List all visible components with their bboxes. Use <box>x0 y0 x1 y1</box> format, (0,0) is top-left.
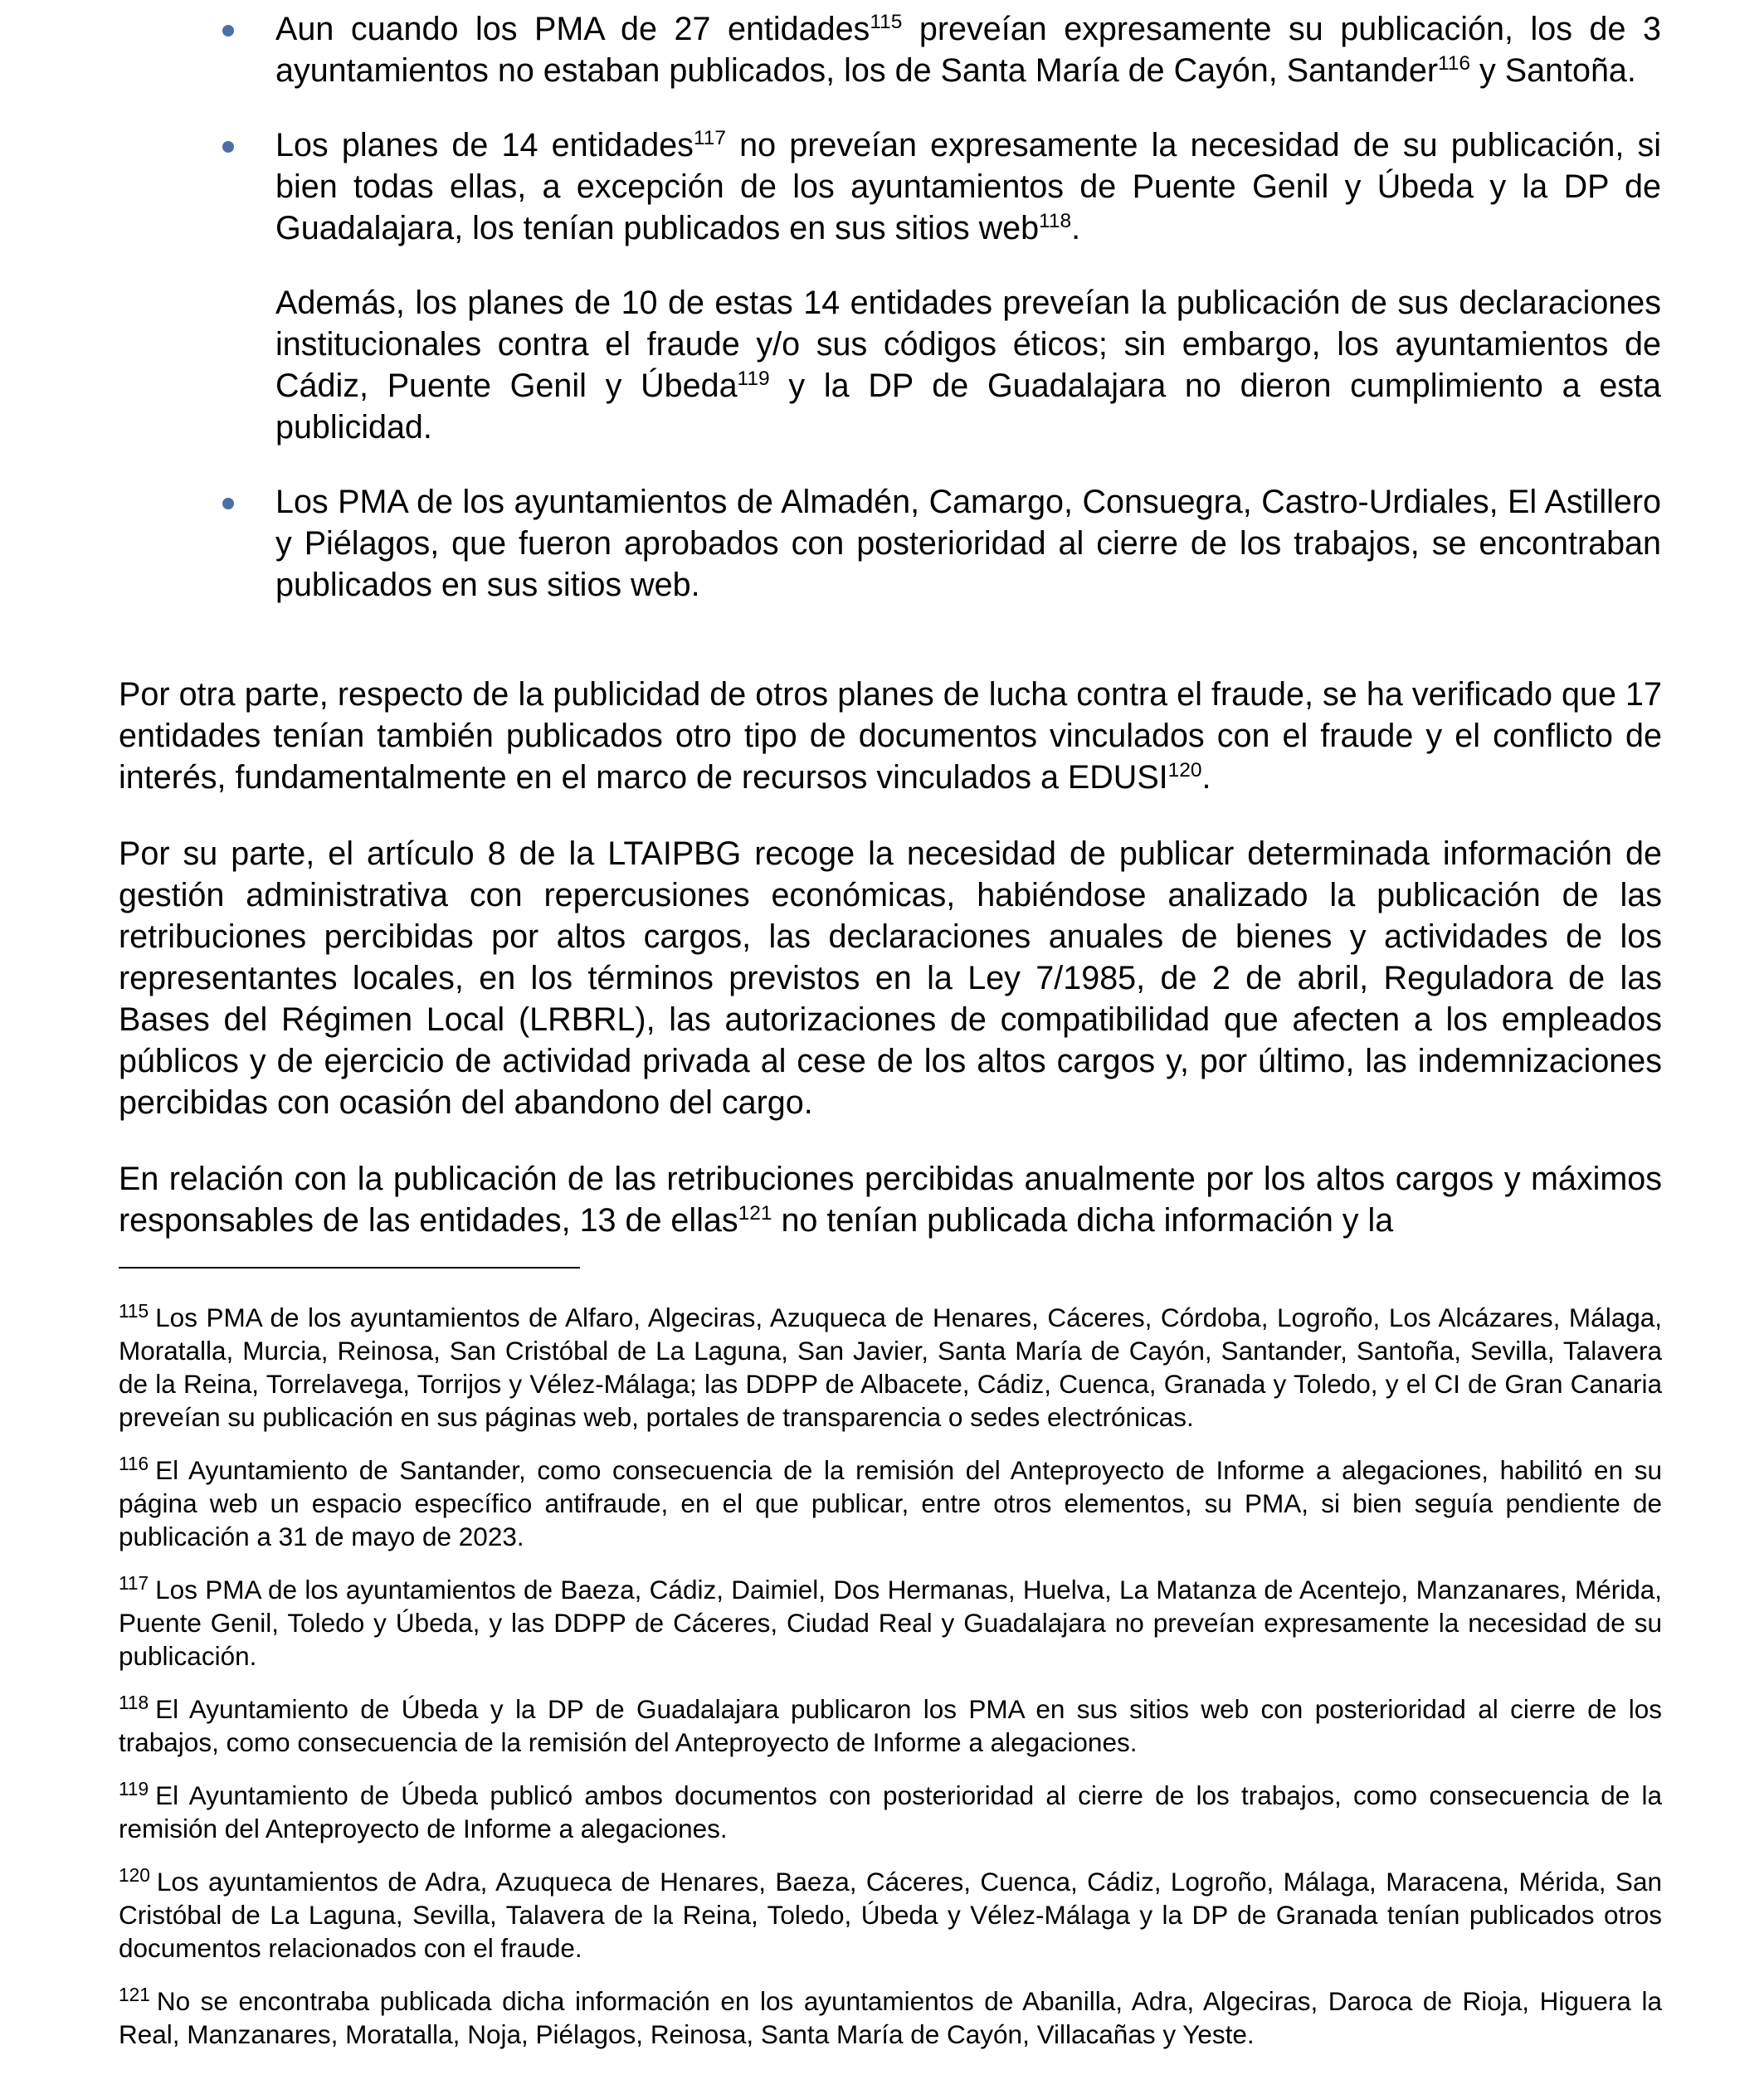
bullet-marker <box>222 141 234 153</box>
footnote-separator <box>119 1267 580 1269</box>
footnote-text: El Ayuntamiento de Santander, como consecuencia de la remisión del Anteproyecto de Informe a alegaciones, habilitó en su página web un espacio específico antifraude, en el que publicar, entre otros elementos, su PMA, si bien seguía pendiente de publicación a 31 de mayo de 2023. <box>119 1455 1662 1551</box>
footnote-text: Los ayuntamientos de Adra, Azuqueca de Henares, Baeza, Cáceres, Cuenca, Cádiz, Logroño, Málaga, Maracena, Mérida, San Cristóbal de La Laguna, Sevilla, Talavera de la Reina, Toledo, Úbeda y Vélez-Málaga y la DP de Granada tenían publicados otros documentos relacionados con el fraude. <box>119 1867 1662 1963</box>
body-paragraphs <box>119 674 1662 1276</box>
footnote-ref-119[interactable]: 119 <box>737 367 770 390</box>
footnote-number: 118 <box>119 1691 149 1713</box>
footnote-text: El Ayuntamiento de Úbeda y la DP de Guadalajara publicaron los PMA en sus sitios web con posterioridad al cierre de los trabajos, como consecuencia de la remisión del Anteproyecto de Informe a alegaciones. <box>119 1694 1662 1757</box>
footnote-number: 119 <box>119 1777 149 1799</box>
footnote-number: 117 <box>119 1571 149 1594</box>
footnote-text: No se encontraba publicada dicha información en los ayuntamientos de Abanilla, Adra, Algeciras, Daroca de Rioja, Higuera la Real, Manzanares, Moratalla, Noja, Piélagos, Reinosa, Santa María de Cayón, Villacañas y Yeste. <box>119 1986 1662 2049</box>
footnote-119 <box>119 1779 1662 1845</box>
text-run: no tenían publicada dicha información y la <box>772 1202 1394 1239</box>
text-run: . <box>1201 759 1211 796</box>
paragraph-3 <box>119 1158 1662 1241</box>
bullet-text <box>275 8 1661 91</box>
footnote-number: 116 <box>119 1452 149 1474</box>
footnote-number: 115 <box>119 1299 149 1322</box>
bullet-item-3 <box>209 481 1661 606</box>
bullet-marker <box>222 25 234 37</box>
footnote-ref-118[interactable]: 118 <box>1039 209 1072 232</box>
text-run: Aun cuando los PMA de 27 entidades <box>275 11 870 47</box>
text-run: Además, los planes de 10 de estas 14 entidades preveían la publicación de sus declaraciones institucionales contra el fraude y/o sus códigos éticos; sin embargo, los ayuntamientos de Cádiz, Puente Genil y Úbeda <box>275 285 1661 404</box>
bullet-item-1 <box>209 8 1661 91</box>
bullet-item-2 <box>209 124 1661 249</box>
text-run: y Santoña. <box>1470 52 1636 89</box>
footnote-ref-120[interactable]: 120 <box>1167 758 1202 782</box>
text-run: Por otra parte, respecto de la publicidad de otros planes de lucha contra el fraude, se ha verificado que 17 entidades tenían también publicados otro tipo de documentos vinculados con el fraude y el conflicto de interés, fundamentalmente en el marco de recursos vinculados a EDUSI <box>119 676 1662 796</box>
footnote-ref-121[interactable]: 121 <box>738 1201 772 1225</box>
footnotes <box>119 1301 1662 2071</box>
footnote-118 <box>119 1692 1662 1759</box>
text-run: no preveían expresamente la necesidad de su publicación, si bien todas ellas, a excepción de los ayuntamientos de Puente Genil y Úbeda y la DP de Guadalajara, los tenían publicados en sus sitios web <box>275 127 1661 246</box>
footnote-text: Los PMA de los ayuntamientos de Alfaro, Algeciras, Azuqueca de Henares, Cáceres, Córdoba, Logroño, Los Alcázares, Málaga, Moratalla, Murcia, Reinosa, San Cristóbal de La Laguna, San Javier, Santa María de Cayón, Santander, Santoña, Sevilla, Talavera de la Reina, Torrelavega, Torrijos y Vélez-Málaga; las DDPP de Albacete, Cádiz, Cuenca, Granada y Toledo, y el CI de Gran Canaria preveían su publicación en sus páginas web, portales de transparencia o sedes electrónicas. <box>119 1303 1662 1432</box>
footnote-120 <box>119 1865 1662 1965</box>
footnote-text: Los PMA de los ayuntamientos de Baeza, Cádiz, Daimiel, Dos Hermanas, Huelva, La Matanza de Acentejo, Manzanares, Mérida, Puente Genil, Toledo y Úbeda, y las DDPP de Cáceres, Ciudad Real y Guadalajara no preveían expresamente la necesidad de su publicación. <box>119 1575 1662 1671</box>
paragraph-1 <box>119 674 1662 798</box>
text-run: Los planes de 14 entidades <box>275 127 694 163</box>
footnote-ref-115[interactable]: 115 <box>870 10 903 33</box>
footnote-121 <box>119 1984 1662 2051</box>
text-run: En relación con la publicación de las retribuciones percibidas anualmente por los altos cargos y máximos responsables de las entidades, 13 de ellas <box>119 1161 1662 1239</box>
footnote-ref-117[interactable]: 117 <box>693 126 726 149</box>
footnote-117 <box>119 1573 1662 1673</box>
footnote-ref-116[interactable]: 116 <box>1437 51 1471 75</box>
footnote-number: 120 <box>119 1863 150 1886</box>
paragraph-2: Por su parte, el artículo 8 de la LTAIPBG recoge la necesidad de publicar determinada información de gestión administrativa con repercusiones económicas, habiéndose analizado la publicación de las retribuciones percibidas por altos cargos, las declaraciones anuales de bienes y actividades de los representantes locales, en los términos previstos en la Ley 7/1985, de 2 de abril, Reguladora de las Bases del Régimen Local (LRBRL), las autorizaciones de compatibilidad que afecten a los empleados públicos y de ejercicio de actividad privada al cese de los altos cargos y, por último, las indemnizaciones percibidas con ocasión del abandono del cargo. <box>119 835 1662 1121</box>
bullet-marker <box>222 498 234 509</box>
footnote-text: El Ayuntamiento de Úbeda publicó ambos documentos con posterioridad al cierre de los trabajos, como consecuencia de la remisión del Anteproyecto de Informe a alegaciones. <box>119 1780 1662 1843</box>
footnote-number: 121 <box>119 1983 150 2005</box>
footnote-115 <box>119 1301 1662 1434</box>
bullet-list <box>209 8 1661 606</box>
text-run: preveían expresamente su publicación, los de 3 ayuntamientos no estaban publicados, los de Santa María de Cayón, Santander <box>275 11 1662 89</box>
bullet-text: Los PMA de los ayuntamientos de Almadén, Camargo, Consuegra, Castro-Urdiales, El Astillero y Piélagos, que fueron aprobados con posterioridad al cierre de los trabajos, se encontraban publicados en sus sitios web. <box>275 484 1661 603</box>
text-run: y la DP de Guadalajara no dieron cumplimiento a esta publicidad. <box>275 368 1661 446</box>
bullet-text <box>275 124 1661 249</box>
bullet-continuation <box>209 282 1661 448</box>
footnote-116 <box>119 1454 1662 1553</box>
text-run: . <box>1071 210 1081 246</box>
